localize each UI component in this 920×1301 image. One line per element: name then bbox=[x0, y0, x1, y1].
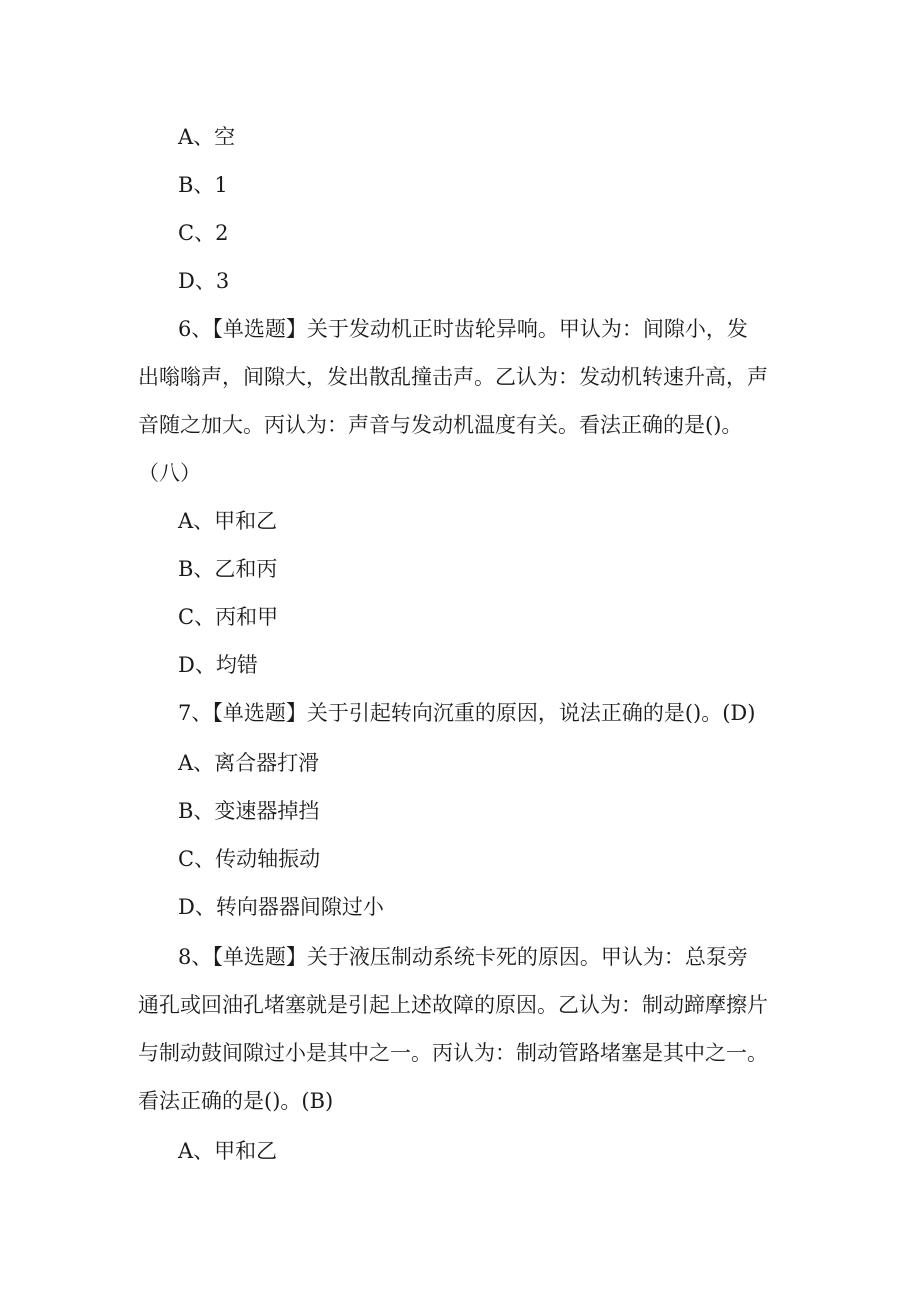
q8-stem-line-2: 通孔或回油孔堵塞就是引起上述故障的原因。乙认为：制动蹄摩擦片 bbox=[138, 993, 768, 1017]
q8-option-a: A、甲和乙 bbox=[178, 1139, 278, 1163]
q6-stem-line-1: 6、【单选题】关于发动机正时齿轮异响。甲认为：间隙小，发 bbox=[178, 317, 748, 341]
q7-option-d: D、转向器器间隙过小 bbox=[178, 895, 384, 919]
q6-stem-line-3: 音随之加大。丙认为：声音与发动机温度有关。看法正确的是()。 bbox=[138, 413, 743, 437]
q7-option-a: A、离合器打滑 bbox=[178, 751, 320, 775]
q8-stem-line-3: 与制动鼓间隙过小是其中之一。丙认为：制动管路堵塞是其中之一。 bbox=[138, 1041, 768, 1065]
q6-option-a: A、甲和乙 bbox=[178, 509, 278, 533]
q5-option-a: A、空 bbox=[178, 125, 236, 149]
q6-option-d: D、均错 bbox=[178, 653, 258, 677]
q6-option-c: C、丙和甲 bbox=[178, 605, 279, 629]
q6-answer: （八） bbox=[138, 461, 201, 485]
q8-stem-line-1: 8、【单选题】关于液压制动系统卡死的原因。甲认为：总泵旁 bbox=[178, 945, 748, 969]
q7-option-c: C、传动轴振动 bbox=[178, 847, 321, 871]
q7-option-b: B、变速器掉挡 bbox=[178, 799, 320, 823]
q8-stem-line-4: 看法正确的是()。(B) bbox=[138, 1089, 334, 1113]
q6-option-b: B、乙和丙 bbox=[178, 557, 278, 581]
q5-option-c: C、2 bbox=[178, 221, 229, 245]
q6-stem-line-2: 出嗡嗡声，间隙大，发出散乱撞击声。乙认为：发动机转速升高，声 bbox=[138, 365, 768, 389]
q7-stem: 7、【单选题】关于引起转向沉重的原因，说法正确的是()。(D) bbox=[178, 701, 756, 725]
q5-option-b: B、1 bbox=[178, 173, 228, 197]
q5-option-d: D、3 bbox=[178, 269, 230, 293]
